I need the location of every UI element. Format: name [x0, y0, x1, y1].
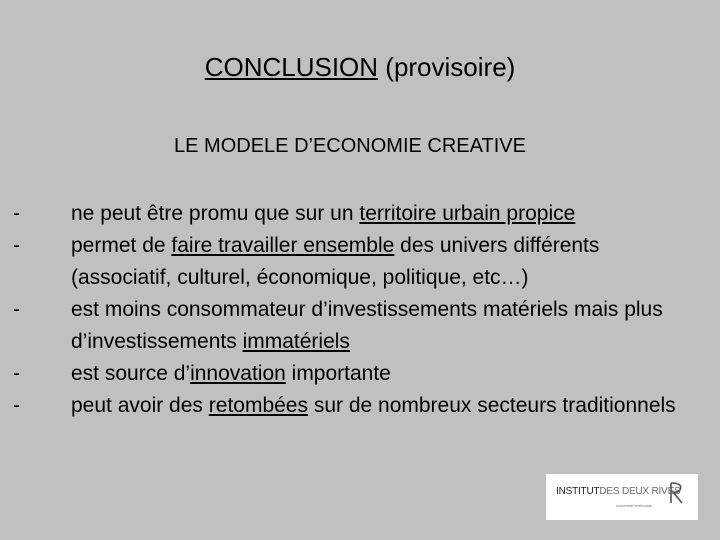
logo-part2: DES DEUX RIVES: [599, 486, 681, 497]
bullet-text: importante: [285, 362, 391, 385]
bullet-list: [13, 198, 703, 422]
bullet-emphasis: innovation: [190, 362, 286, 385]
slide-subtitle: LE MODELE D’ECONOMIE CREATIVE: [174, 135, 526, 157]
r-emblem-icon: [668, 480, 686, 506]
bullet-text: ne peut être promu que sur un: [71, 202, 360, 225]
bullet-item: [13, 390, 703, 422]
bullet-item: [13, 358, 703, 390]
bullet-emphasis: immatériels: [242, 330, 350, 353]
bullet-marker: -: [13, 394, 20, 417]
bullet-text: est moins consommateur d’investissements matériels mais plus d’investissements: [71, 298, 663, 353]
bullet-marker: -: [13, 298, 20, 321]
bullet-text: sur de nombreux secteurs traditionnels: [307, 394, 676, 417]
bullet-text: est source d’: [71, 362, 191, 385]
title-main: CONCLUSION: [204, 52, 379, 82]
logo-part1: INSTITUT: [556, 486, 600, 497]
bullet-item: [13, 198, 703, 230]
bullet-marker: -: [13, 362, 20, 385]
bullet-item: [13, 294, 703, 358]
bullet-emphasis: faire travailler ensemble: [171, 234, 395, 257]
bullet-text: des univers différents (associatif, culturel, économique, politique, etc…): [71, 234, 600, 289]
bullet-text: peut avoir des: [71, 394, 209, 417]
bullet-marker: -: [13, 202, 20, 225]
title-paren: (provisoire): [385, 52, 516, 82]
logo-tagline: université territoriale: [616, 503, 653, 508]
bullet-marker: -: [13, 234, 20, 257]
bullet-emphasis: territoire urbain propice: [359, 202, 576, 225]
bullet-emphasis: retombées: [208, 394, 308, 417]
logo-wordmark: [556, 486, 681, 497]
bullet-text: permet de: [71, 234, 172, 257]
institute-logo: [546, 474, 698, 520]
bullet-item: [13, 230, 703, 294]
slide-title: [0, 50, 720, 84]
